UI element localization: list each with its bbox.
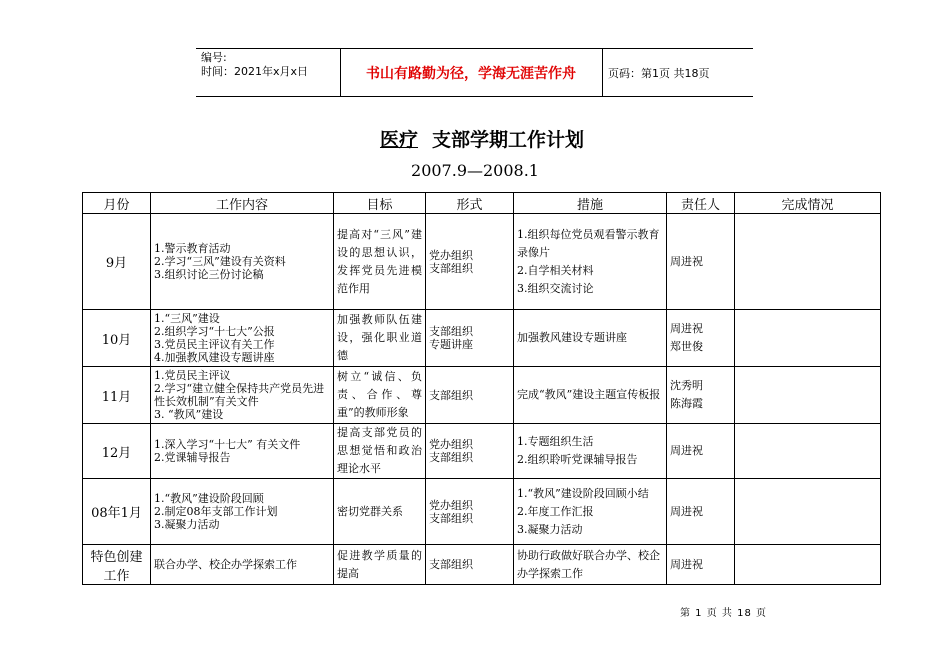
owner-cell: [667, 310, 735, 367]
goal-cell: 促进教学质量的提高: [334, 545, 426, 585]
period-subtitle: 2007.9—2008.1: [411, 161, 539, 180]
cell-line: 4.加强教风建设专题讲座: [154, 351, 275, 364]
status-cell: [735, 424, 881, 479]
cell-line: 1.“教风”建设阶段回顾小结: [517, 486, 649, 500]
cell-line: 1.深入学习“十七大” 有关文件: [154, 438, 301, 451]
cell-line: 1.警示教育活动: [154, 242, 231, 255]
content-cell: [151, 424, 334, 479]
table-row: [83, 479, 881, 545]
content-cell: [151, 214, 334, 310]
cell-line: 协助行政做好联合办学、校企办学探索工作: [517, 548, 660, 580]
goal-cell: 提高对“三风”建设的思想认识，发挥党员先进模范作用: [334, 214, 426, 310]
cell-line: 联合办学、校企办学探索工作: [154, 558, 297, 571]
cell-line: 党办组织: [429, 498, 473, 512]
table-row: [83, 310, 881, 367]
column-header-measures: 措施: [514, 193, 667, 214]
owner-cell: [667, 424, 735, 479]
cell-line: 支部组织: [429, 451, 473, 464]
goal-cell: 提高支部党员的思想觉悟和政治理论水平: [334, 424, 426, 479]
cell-line: 3.凝聚力活动: [517, 522, 583, 536]
cell-line: 2.学习“建立健全保持共产党员先进性长效机制”有关文件: [154, 382, 325, 408]
column-header-status: 完成情况: [735, 193, 881, 214]
title-department: 医疗: [379, 129, 418, 151]
cell-line: 1.“三风”建设: [154, 312, 220, 325]
title-text: 支部学期工作计划: [432, 129, 585, 151]
measures-cell: [514, 424, 667, 479]
owner-cell: [667, 545, 735, 585]
status-cell: [735, 545, 881, 585]
column-header-owner: 责任人: [667, 193, 735, 214]
page-footer: 第 1 页 共 18 页: [680, 608, 767, 619]
column-header-form: 形式: [426, 193, 514, 214]
measures-cell: [514, 214, 667, 310]
month-cell: 9月: [83, 214, 151, 310]
page-title: [0, 125, 950, 152]
cell-line: 1.党员民主评议: [154, 369, 231, 382]
cell-line: 周进祝: [670, 322, 703, 335]
column-header-month: 月份: [83, 193, 151, 214]
cell-line: 2.组织学习“十七大”公报: [154, 325, 275, 338]
status-cell: [735, 214, 881, 310]
month-cell: 08年1月: [83, 479, 151, 545]
cell-line: 2.制定08年支部工作计划: [154, 505, 278, 518]
cell-line: 1.专题组织生活: [517, 435, 594, 448]
cell-line: 周进祝: [670, 504, 703, 518]
cell-line: 2.党课辅导报告: [154, 451, 231, 464]
goal-cell: 密切党群关系: [334, 479, 426, 545]
cell-line: 1.“教风”建设阶段回顾: [154, 492, 264, 505]
cell-line: 沈秀明: [670, 379, 703, 392]
cell-line: 3.凝聚力活动: [154, 518, 220, 531]
form-cell: [426, 479, 514, 545]
month-cell: 10月: [83, 310, 151, 367]
form-cell: [426, 367, 514, 424]
cell-line: 3.组织讨论三份讨论稿: [154, 268, 264, 281]
cell-line: 支部组织: [429, 261, 473, 275]
cell-line: 支部组织: [429, 325, 473, 338]
measures-cell: [514, 479, 667, 545]
cell-line: 完成“教风”建设主题宣传板报: [517, 388, 661, 401]
content-cell: [151, 310, 334, 367]
status-cell: [735, 310, 881, 367]
table-header-row: [83, 193, 881, 214]
owner-cell: [667, 367, 735, 424]
table-row: [83, 545, 881, 585]
table-row: [83, 424, 881, 479]
cell-line: 周进祝: [670, 254, 703, 268]
column-header-content: 工作内容: [151, 193, 334, 214]
owner-cell: [667, 479, 735, 545]
month-cell: 12月: [83, 424, 151, 479]
goal-cell: 树立“诚信、负责、合作、尊重”的教师形象: [334, 367, 426, 424]
work-plan-table: [82, 192, 881, 585]
cell-line: 2.学习“三风”建设有关资料: [154, 255, 286, 268]
cell-line: 2.年度工作汇报: [517, 504, 594, 518]
table-row: [83, 367, 881, 424]
cell-line: 党办组织: [429, 248, 473, 262]
status-cell: [735, 479, 881, 545]
document-time-label: 时间：2021年x月x日: [201, 65, 309, 78]
form-cell: [426, 545, 514, 585]
cell-line: 周进祝: [670, 444, 703, 457]
measures-cell: [514, 310, 667, 367]
cell-line: 3. “教风”建设: [154, 408, 224, 421]
header-page-info: 页码：第1页 共18页: [608, 66, 710, 80]
cell-line: 3.党员民主评议有关工作: [154, 338, 275, 351]
cell-line: 3.组织交流讨论: [517, 281, 594, 295]
cell-line: 支部组织: [429, 388, 473, 402]
content-cell: [151, 545, 334, 585]
cell-line: 周进祝: [670, 557, 703, 571]
cell-line: 2.组织聆听党课辅导报告: [517, 453, 638, 466]
cell-line: 支部组织: [429, 558, 473, 571]
header-separator: [602, 49, 603, 96]
table-row: [83, 214, 881, 310]
form-cell: [426, 310, 514, 367]
content-cell: [151, 367, 334, 424]
header-meta: [201, 49, 341, 98]
month-cell: 特色创建工作: [83, 545, 151, 585]
cell-line: 党办组织: [429, 438, 473, 451]
cell-line: 2.自学相关材料: [517, 263, 594, 277]
header-motto: 书山有路勤为径，学海无涯苦作舟: [366, 65, 576, 82]
content-cell: [151, 479, 334, 545]
owner-cell: [667, 214, 735, 310]
cell-line: 加强教风建设专题讲座: [517, 331, 627, 344]
document-number-label: 编号:: [201, 51, 227, 64]
form-cell: [426, 424, 514, 479]
month-cell: 11月: [83, 367, 151, 424]
cell-line: 郑世俊: [670, 340, 703, 353]
cell-line: 1.组织每位党员观看警示教育录像片: [517, 227, 660, 259]
goal-cell: 加强教师队伍建设，强化职业道德: [334, 310, 426, 367]
measures-cell: [514, 545, 667, 585]
cell-line: 专题讲座: [429, 338, 473, 351]
cell-line: 陈海霞: [670, 397, 703, 410]
status-cell: [735, 367, 881, 424]
measures-cell: [514, 367, 667, 424]
cell-line: 支部组织: [429, 511, 473, 525]
form-cell: [426, 214, 514, 310]
column-header-goal: 目标: [334, 193, 426, 214]
